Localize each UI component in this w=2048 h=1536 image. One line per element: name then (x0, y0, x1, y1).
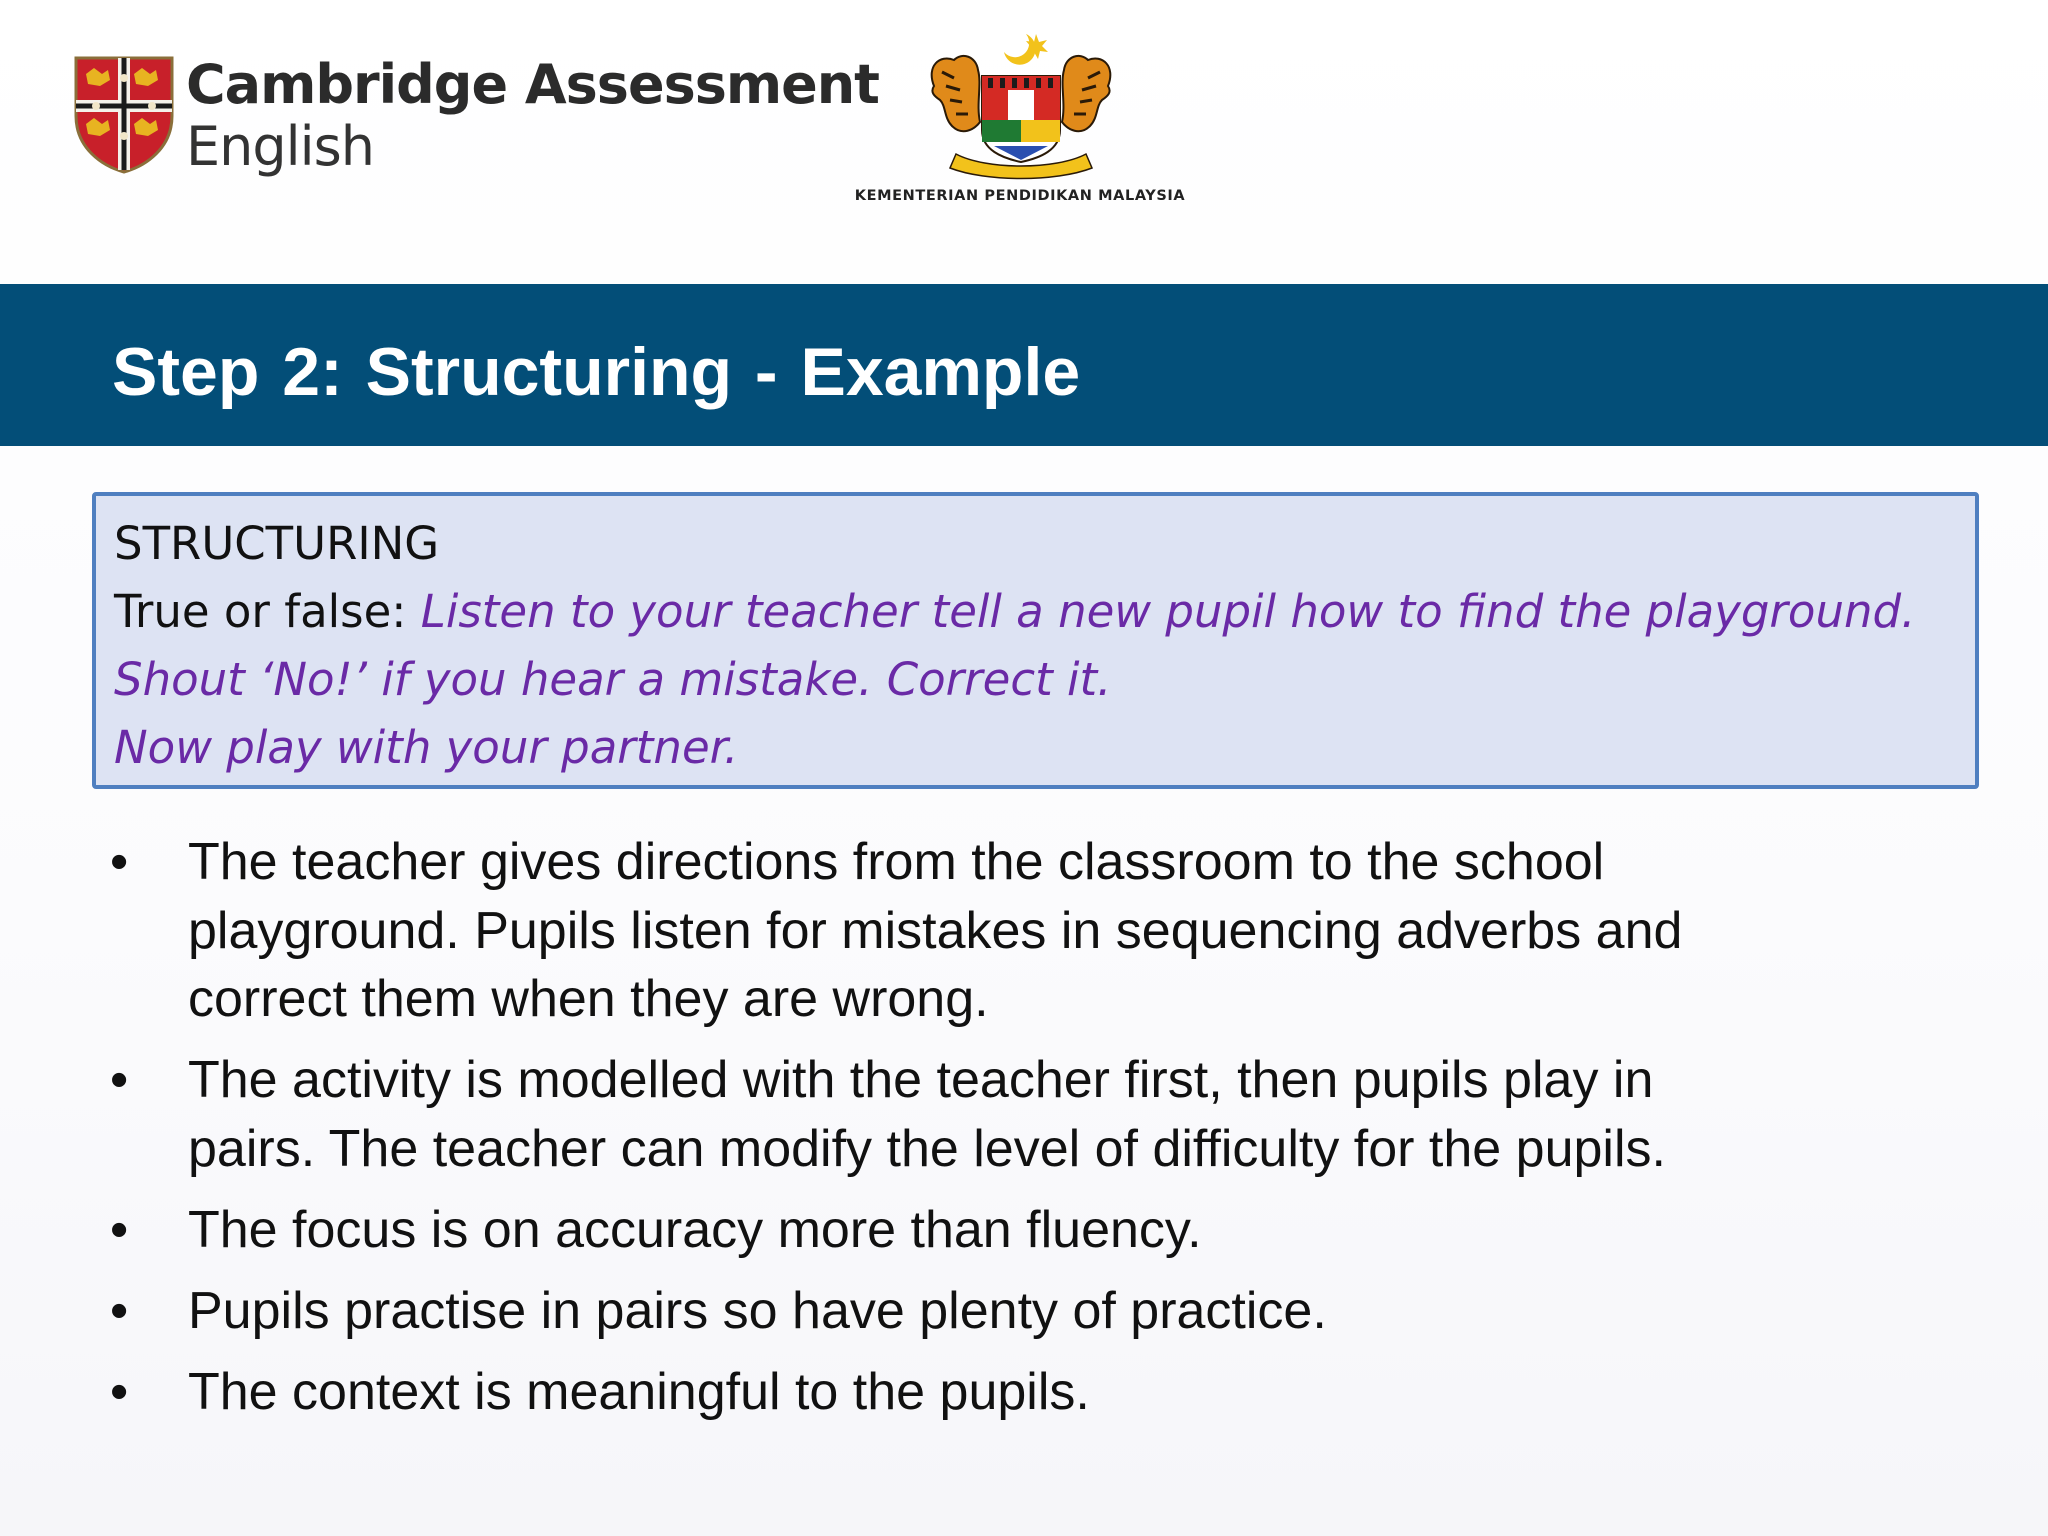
bullet-text-line: correct them when they are wrong. (188, 970, 989, 1028)
bullet-text-line: playground. Pupils listen for mistakes in sequencing adverbs and (188, 901, 1683, 960)
bullet-item (0, 828, 2048, 1034)
bullet-symbol: • (110, 1362, 129, 1421)
instruction-prefix: True or false: (114, 585, 421, 638)
bullet-text-line: The activity is modelled with the teacher first, then pupils play in (188, 1051, 1654, 1109)
bullet-item (0, 1196, 2048, 1265)
bullet-item (0, 1358, 2048, 1427)
bullet-text-line: The teacher gives directions from the classroom to the school (188, 833, 1605, 891)
instruction-heading: STRUCTURING (114, 517, 440, 570)
cambridge-logo-line2: English (186, 115, 374, 178)
cambridge-logo-text (186, 53, 879, 178)
cambridge-logo (74, 53, 879, 186)
bullet-symbol: • (110, 833, 129, 891)
bullet-list (0, 828, 2048, 1439)
bullet-item (0, 1277, 2048, 1346)
bullet-text-line: Pupils practise in pairs so have plenty of practice. (188, 1281, 1327, 1340)
instruction-line-1 (114, 578, 1975, 646)
ministry-logo-caption: KEMENTERIAN PENDIDIKAN MALAYSIA (854, 188, 1186, 204)
bullet-symbol: • (110, 1200, 129, 1259)
bullet-text-line: The context is meaningful to the pupils. (188, 1362, 1090, 1421)
slide-title: Step 2: Structuring - Example (112, 334, 1081, 410)
bullet-symbol: • (110, 1281, 129, 1340)
cambridge-shield-icon (74, 56, 174, 174)
title-band (0, 284, 2048, 446)
instruction-text-1: Listen to your teacher tell a new pupil how to find the playground. (420, 585, 1916, 638)
instruction-box (92, 492, 1979, 789)
bullet-text-line: The focus is on accuracy more than fluency. (188, 1200, 1202, 1259)
instruction-text-3: Now play with your partner. (114, 721, 739, 774)
malaysia-crest-icon (916, 26, 1126, 184)
cambridge-logo-line1: Cambridge Assessment (186, 53, 879, 116)
bullet-text-line: pairs. The teacher can modify the level of difficulty for the pupils. (188, 1119, 1666, 1178)
instruction-text-2: Shout ‘No!’ if you hear a mistake. Correct it. (114, 653, 1112, 706)
ministry-logo (840, 26, 1200, 211)
bullet-symbol: • (110, 1051, 129, 1109)
bullet-item (0, 1046, 2048, 1183)
